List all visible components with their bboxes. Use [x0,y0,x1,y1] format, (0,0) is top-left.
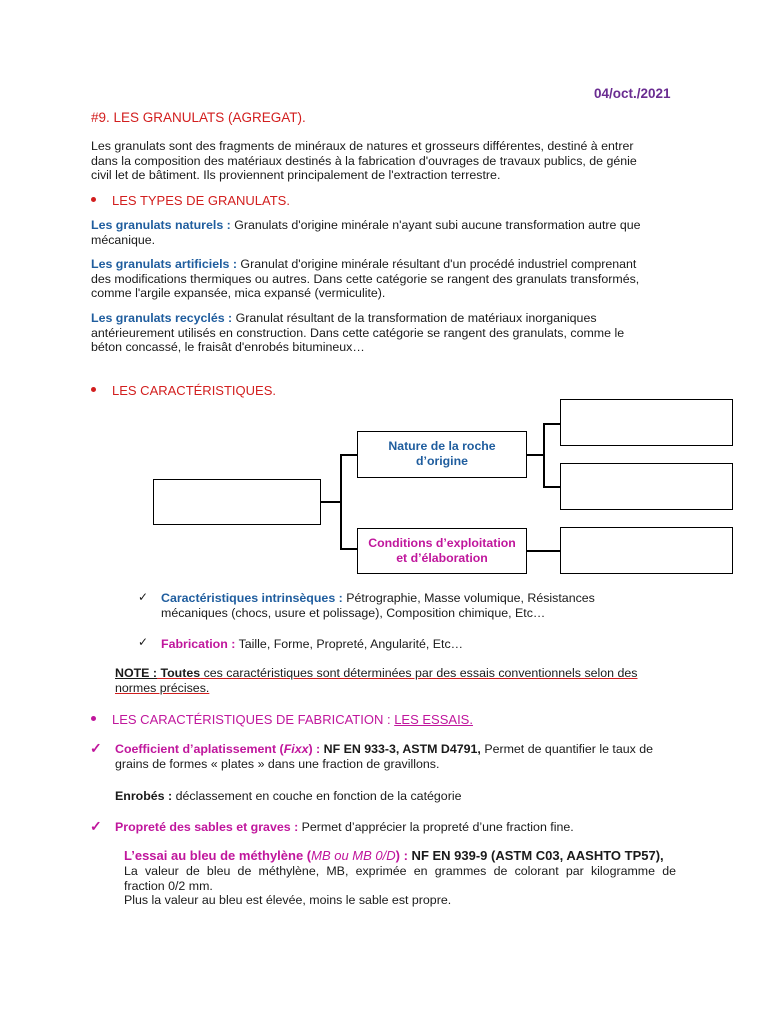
diagram-connector [321,501,341,503]
note-label: NOTE : [115,666,157,680]
coef-symbol: Fixx [283,742,309,756]
diagram-nature-label: Nature de la roche d’origine [388,439,496,468]
enrobes-text: déclassement en couche en fonction de la catégorie [172,789,462,803]
coef-term: Coefficient d’aplatissement ( [115,742,284,756]
proprete-term: Propreté des sables et graves : [115,820,299,834]
diagram-conditions-label: Conditions d’exploitation et d’élaboration [368,536,516,565]
types-heading-text: LES TYPES DE GRANULATS. [112,193,290,208]
check-icon: ✓ [90,818,102,834]
bleu-symbol: MB ou MB 0/D [311,848,396,863]
fab-heading-link[interactable]: LES ESSAIS. [394,712,473,727]
artificiels-text: des modifications thermiques ou autres. Dans cette catégorie se rangent des granulats transformés, [91,271,640,286]
artificiels-text: Granulat d'origine minérale résultant d'un procédé industriel comprenant [236,257,637,271]
naturels-text: Granulats d'origine minérale n'ayant subi aucune transformation autre que [230,218,641,232]
diagram-connector [527,454,544,456]
intro-line: dans la composition des matériaux destinés à la fabrication d'ouvrages de travaux publics, de génie [91,153,637,168]
document-date: 04/oct./2021 [594,86,671,101]
intro-line: Les granulats sont des fragments de minéraux de natures et grosseurs différentes, destiné à entrer [91,139,634,153]
coef-norm: NF EN 933-3, ASTM D4791, [320,742,481,756]
recycles-text: antérieurement utilisés en construction. Dans cette catégorie se rangent des granulats, comme le [91,325,625,340]
bleu-text: La valeur de bleu de méthylène, MB, exprimée en grammes de colorant par kilogramme de [124,864,676,878]
enrobes-term: Enrobés : [115,789,173,803]
diagram-connector [543,486,561,488]
types-heading [91,193,290,208]
recycles-text: béton concassé, le fraisât d'enrobés bitumineux… [91,340,365,355]
bullet-dot-icon [91,197,96,202]
naturels-text: mécanique. [91,232,156,247]
diagram-root-box [153,479,321,525]
bleu-paragraph [124,864,676,908]
note-bold: Toutes [157,666,201,680]
bleu-term: L’essai au bleu de méthylène ( [124,848,312,863]
intrinseques-text: mécaniques (chocs, usure et polissage), Composition chimique, Etc… [161,605,546,620]
bleu-norm: NF EN 939-9 (ASTM C03, AASHTO TP57), [407,848,664,863]
recycles-term: Les granulats recyclés : [91,311,233,325]
artificiels-text: comme l'argile expansée, mica expansé (vermiculite). [91,286,386,301]
fabrication-paragraph [161,637,701,652]
fabrication-term: Fabrication : [161,637,236,651]
carac-heading-text: LES CARACTÉRISTIQUES. [112,383,276,398]
coef-paragraph [115,742,680,771]
intrinseques-paragraph [161,591,701,620]
intro-line: civil let de bâtiment. Ils proviennent principalement de l'extraction terrestre. [91,168,501,183]
diagram-connector [543,423,561,425]
note-text: normes précises. [115,680,210,695]
intro-paragraph [91,139,691,183]
diagram-empty-box [560,463,733,510]
diagram-connector [340,548,358,550]
diagram-connector [543,423,545,487]
bleu-title [124,848,676,863]
diagram-empty-box [560,399,733,446]
bleu-text: Plus la valeur au bleu est élevée, moins le sable est propre. [124,893,452,908]
intrinseques-term: Caractéristiques intrinsèques : [161,591,343,605]
bullet-dot-icon [91,387,96,392]
artificiels-paragraph [91,257,691,301]
bleu-term-end: ) : [395,848,408,863]
enrobes-paragraph [115,789,675,804]
recycles-paragraph [91,311,691,355]
fab-heading [91,712,473,727]
fab-heading-text: LES CARACTÉRISTIQUES DE FABRICATION : [112,712,395,727]
proprete-text: Permet d’apprécier la propreté d’une fraction fine. [298,820,574,834]
note-paragraph [115,666,675,695]
coef-term-end: ) : [308,742,321,756]
bleu-text: fraction 0/2 mm. [124,878,213,893]
artificiels-term: Les granulats artificiels : [91,257,237,271]
diagram-connector [340,454,342,549]
intrinseques-text: Pétrographie, Masse volumique, Résistances [342,591,595,605]
coef-text: grains de formes « plates » dans une fraction de gravillons. [115,756,440,771]
check-icon: ✓ [90,740,102,756]
diagram-empty-box [560,527,733,574]
carac-heading [91,383,276,398]
proprete-paragraph [115,820,675,835]
fabrication-text: Taille, Forme, Propreté, Angularité, Etc… [235,637,464,651]
diagram-connector [527,550,561,552]
coef-text: Permet de quantifier le taux de [480,742,654,756]
check-icon: ✓ [138,635,149,649]
diagram-connector [340,454,358,456]
bullet-dot-icon [91,716,96,721]
recycles-text: Granulat résultant de la transformation de matériaux inorganiques [232,311,597,325]
page-title: #9. LES GRANULATS (AGREGAT). [91,110,306,125]
note-text: ces caractéristiques sont déterminées par des essais conventionnels selon des [200,666,638,680]
naturels-paragraph [91,218,691,247]
check-icon: ✓ [138,590,149,604]
naturels-term: Les granulats naturels : [91,218,231,232]
